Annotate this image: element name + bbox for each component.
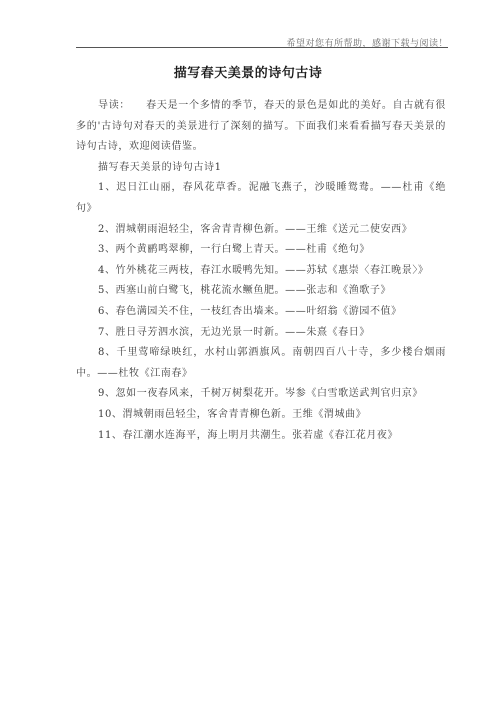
poem-item-1: 1、迟日江山丽，春风花草香。泥融飞燕子，沙暖睡鸳鸯。——杜甫《绝句》 bbox=[76, 182, 446, 214]
poem-item-8: 8、千里莺啼绿映红，水村山郭酒旗风。南朝四百八十寺，多少楼台烟雨中。——杜牧《江南春》 bbox=[76, 347, 446, 379]
poem-item-10: 10、渭城朝雨邑轻尘，客舍青青柳色新。王维《渭城曲》 bbox=[98, 408, 367, 420]
header-rule bbox=[76, 47, 448, 48]
poem-item-5: 5、西塞山前白鹭飞，桃花流水鳜鱼肥。——张志和《渔歌子》 bbox=[98, 285, 392, 297]
poem-item-7: 7、胜日寻芳泗水滨，无边光景一时新。——朱熹《春日》 bbox=[98, 326, 370, 338]
intro-text: 春天是一个多情的季节，春天的景色是如此的美好。自古就有很多的'古诗句对春天的美景进行了深刻的描写。下面我们来看看描写春天美景的诗句古诗，欢迎阅读借鉴。 bbox=[76, 100, 446, 153]
poem-item-3: 3、两个黄鹂鸣翠柳，一行白鹭上青天。——杜甫《绝句》 bbox=[98, 244, 370, 256]
intro-label: 导读： bbox=[98, 100, 131, 111]
poem-item-6: 6、春色满园关不住，一枝红杏出墙来。——叶绍翁《游园不值》 bbox=[98, 305, 402, 317]
poem-item-9: 9、忽如一夜春风来，千树万树梨花开。岑参《白雪歌送武判官归京》 bbox=[98, 388, 423, 400]
poem-item-4: 4、竹外桃花三两枝，春江水暖鸭先知。——苏轼《惠崇〈春江晚景〉》 bbox=[98, 264, 429, 276]
document-body bbox=[76, 96, 446, 446]
intro-paragraph bbox=[76, 96, 446, 158]
document-title: 描写春天美景的诗句古诗 bbox=[173, 66, 323, 81]
poem-item-2: 2、渭城朝雨浥轻尘，客舍青青柳色新。——王维《送元二使安西》 bbox=[98, 223, 413, 235]
poem-item-11: 11、春江潮水连海平，海上明月共潮生。张若虚《春江花月夜》 bbox=[98, 429, 399, 441]
section-heading: 描写春天美景的诗句古诗1 bbox=[98, 161, 222, 173]
header-note: 希望对您有所帮助，感谢下载与阅读！ bbox=[286, 39, 448, 49]
